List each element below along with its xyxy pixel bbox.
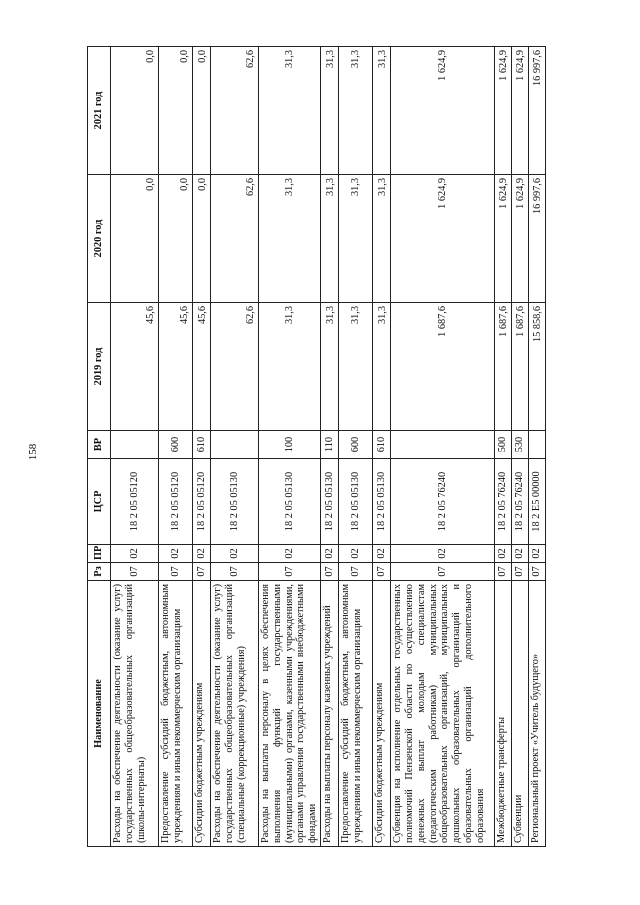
row-rz: 07 bbox=[211, 563, 259, 581]
row-2020: 0,0 bbox=[159, 175, 193, 303]
table-row bbox=[512, 47, 529, 847]
row-2020: 0,0 bbox=[193, 175, 211, 303]
row-csr: 18 2 05 05130 bbox=[259, 459, 321, 545]
row-2020: 0,0 bbox=[111, 175, 159, 303]
row-pr: 02 bbox=[321, 545, 339, 563]
row-2021: 31,3 bbox=[321, 47, 339, 175]
row-2019: 62,6 bbox=[211, 303, 259, 431]
table-row bbox=[339, 47, 373, 847]
row-2020: 16 997,6 bbox=[529, 175, 546, 303]
row-vr bbox=[529, 431, 546, 459]
row-csr: 18 2 05 76240 bbox=[512, 459, 529, 545]
page-number: 158 bbox=[27, 443, 39, 461]
row-pr: 02 bbox=[529, 545, 546, 563]
row-csr: 18 2 E5 00000 bbox=[529, 459, 546, 545]
row-pr: 02 bbox=[512, 545, 529, 563]
header-name: Наименование bbox=[88, 581, 111, 847]
header-csr: ЦСР bbox=[88, 459, 111, 545]
row-2019: 45,6 bbox=[159, 303, 193, 431]
row-pr: 02 bbox=[193, 545, 211, 563]
row-2021: 1 624,9 bbox=[391, 47, 495, 175]
row-2020: 1 624,9 bbox=[495, 175, 512, 303]
row-2019: 1 687,6 bbox=[495, 303, 512, 431]
row-vr: 530 bbox=[512, 431, 529, 459]
budget-table bbox=[87, 46, 546, 847]
header-2020: 2020 год bbox=[88, 175, 111, 303]
row-2019: 31,3 bbox=[321, 303, 339, 431]
row-2021: 31,3 bbox=[373, 47, 391, 175]
row-2021: 16 997,6 bbox=[529, 47, 546, 175]
row-name: Субвенции bbox=[512, 581, 529, 847]
row-2019: 45,6 bbox=[193, 303, 211, 431]
header-row bbox=[88, 47, 111, 847]
row-name: Расходы на выплаты персоналу в целях обеспечения выполнения функций государственными (муниципальными) органами, казенными учреждениями, органами управления государственными внебюджетными фондами bbox=[259, 581, 321, 847]
row-2019: 15 858,6 bbox=[529, 303, 546, 431]
row-2021: 62,6 bbox=[211, 47, 259, 175]
row-2021: 0,0 bbox=[111, 47, 159, 175]
row-rz: 07 bbox=[495, 563, 512, 581]
row-2020: 31,3 bbox=[339, 175, 373, 303]
row-2019: 31,3 bbox=[339, 303, 373, 431]
row-name: Расходы на обеспечение деятельности (оказание услуг) государственных общеобразовательных организаций (специальные (коррекционные) учреждения) bbox=[211, 581, 259, 847]
row-2020: 31,3 bbox=[321, 175, 339, 303]
row-pr: 02 bbox=[495, 545, 512, 563]
row-vr bbox=[111, 431, 159, 459]
row-pr: 02 bbox=[111, 545, 159, 563]
row-name: Субсидии бюджетным учреждениям bbox=[193, 581, 211, 847]
header-2021: 2021 год bbox=[88, 47, 111, 175]
row-2020: 31,3 bbox=[373, 175, 391, 303]
row-csr: 18 2 05 05120 bbox=[111, 459, 159, 545]
row-2021: 1 624,9 bbox=[512, 47, 529, 175]
header-pr: ПР bbox=[88, 545, 111, 563]
row-rz: 07 bbox=[111, 563, 159, 581]
row-2021: 31,3 bbox=[339, 47, 373, 175]
table-row bbox=[391, 47, 495, 847]
header-2019: 2019 год bbox=[88, 303, 111, 431]
row-vr bbox=[211, 431, 259, 459]
row-name: Предоставление субсидий бюджетным, автономным учреждениям и иным некоммерческим организациям bbox=[159, 581, 193, 847]
table-row bbox=[321, 47, 339, 847]
row-2020: 1 624,9 bbox=[512, 175, 529, 303]
row-rz: 07 bbox=[373, 563, 391, 581]
row-2019: 45,6 bbox=[111, 303, 159, 431]
row-2021: 0,0 bbox=[159, 47, 193, 175]
row-vr: 600 bbox=[339, 431, 373, 459]
row-rz: 07 bbox=[529, 563, 546, 581]
row-pr: 02 bbox=[373, 545, 391, 563]
row-name: Субсидии бюджетным учреждениям bbox=[373, 581, 391, 847]
row-pr: 02 bbox=[211, 545, 259, 563]
table-row bbox=[211, 47, 259, 847]
row-name: Предоставление субсидий бюджетным, автономным учреждениям и иным некоммерческим организациям bbox=[339, 581, 373, 847]
row-name: Расходы на выплаты персоналу казенных учреждений bbox=[321, 581, 339, 847]
row-2020: 31,3 bbox=[259, 175, 321, 303]
row-csr: 18 2 05 05130 bbox=[211, 459, 259, 545]
row-2019: 1 687,6 bbox=[391, 303, 495, 431]
row-vr bbox=[391, 431, 495, 459]
row-vr: 610 bbox=[373, 431, 391, 459]
row-pr: 02 bbox=[159, 545, 193, 563]
row-2019: 1 687,6 bbox=[512, 303, 529, 431]
table-row bbox=[259, 47, 321, 847]
row-2020: 62,6 bbox=[211, 175, 259, 303]
row-rz: 07 bbox=[321, 563, 339, 581]
row-csr: 18 2 05 76240 bbox=[495, 459, 512, 545]
table-row bbox=[159, 47, 193, 847]
row-csr: 18 2 05 05130 bbox=[339, 459, 373, 545]
row-vr: 110 bbox=[321, 431, 339, 459]
row-name: Региональный проект «Учитель будущего» bbox=[529, 581, 546, 847]
row-rz: 07 bbox=[193, 563, 211, 581]
table-row bbox=[495, 47, 512, 847]
table-row bbox=[373, 47, 391, 847]
row-csr: 18 2 05 05120 bbox=[159, 459, 193, 545]
row-pr: 02 bbox=[391, 545, 495, 563]
table-row bbox=[193, 47, 211, 847]
row-rz: 07 bbox=[159, 563, 193, 581]
row-name: Межбюджетные трансферты bbox=[495, 581, 512, 847]
row-2019: 31,3 bbox=[259, 303, 321, 431]
row-vr: 600 bbox=[159, 431, 193, 459]
row-rz: 07 bbox=[512, 563, 529, 581]
row-vr: 100 bbox=[259, 431, 321, 459]
header-vr: ВР bbox=[88, 431, 111, 459]
row-pr: 02 bbox=[259, 545, 321, 563]
row-csr: 18 2 05 76240 bbox=[391, 459, 495, 545]
row-2021: 1 624,9 bbox=[495, 47, 512, 175]
row-pr: 02 bbox=[339, 545, 373, 563]
table-row bbox=[111, 47, 159, 847]
row-2020: 1 624,9 bbox=[391, 175, 495, 303]
row-csr: 18 2 05 05130 bbox=[373, 459, 391, 545]
row-vr: 500 bbox=[495, 431, 512, 459]
row-csr: 18 2 05 05130 bbox=[321, 459, 339, 545]
row-rz: 07 bbox=[391, 563, 495, 581]
row-rz: 07 bbox=[339, 563, 373, 581]
row-vr: 610 bbox=[193, 431, 211, 459]
header-rz: Рз bbox=[88, 563, 111, 581]
row-name: Субвенция на исполнение отдельных государственных полномочий Пензенской области по осуществлению денежных выплат молодым специалистам (педагогическим работникам) муниципальных общеобразовательных организаций, муниципальных дошкольных образовательных организаций и образовательных организаций дополнительного образования bbox=[391, 581, 495, 847]
row-2021: 0,0 bbox=[193, 47, 211, 175]
rotated-table-container bbox=[87, 47, 628, 847]
row-2019: 31,3 bbox=[373, 303, 391, 431]
row-2021: 31,3 bbox=[259, 47, 321, 175]
row-csr: 18 2 05 05120 bbox=[193, 459, 211, 545]
row-name: Расходы на обеспечение деятельности (оказание услуг) государственных общеобразовательных организаций (школы-интернаты) bbox=[111, 581, 159, 847]
row-rz: 07 bbox=[259, 563, 321, 581]
table-row bbox=[529, 47, 546, 847]
